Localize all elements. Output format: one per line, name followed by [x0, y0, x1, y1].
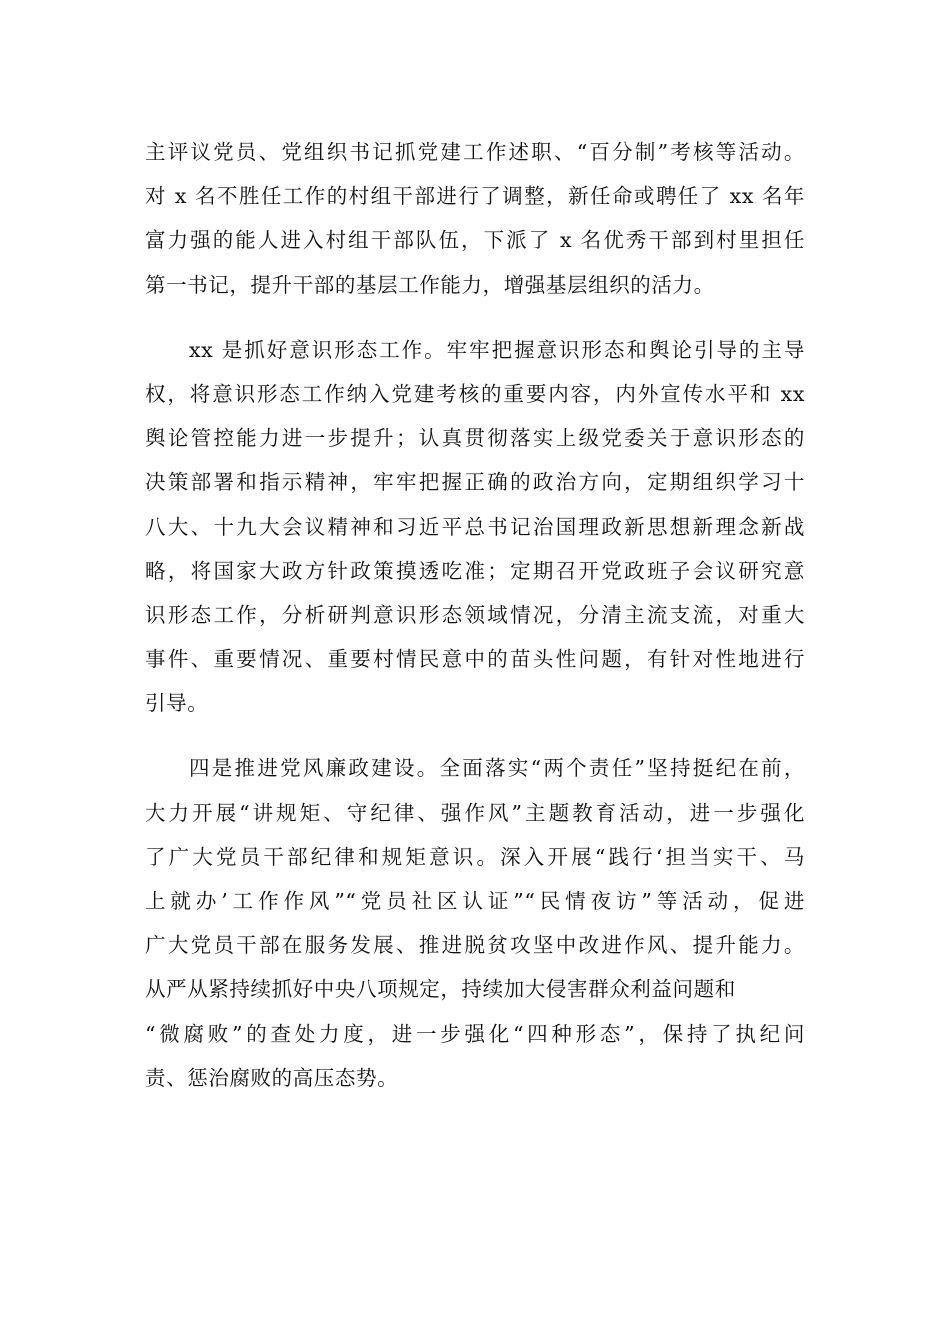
text-line: 责、惩治腐败的高压态势。 — [145, 1065, 399, 1090]
text-line: 第一书记，提升干部的基层工作能力，增强基层组织的活力。 — [145, 272, 715, 297]
text-line: “微腐败”的查处力度，进一步强化“四种形态”，保持了执纪问 — [145, 1021, 805, 1046]
text-line: 权，将意识形态工作纳入党建考核的重要内容，内外宣传水平和 xx — [145, 381, 805, 406]
text-line: 了广大党员干部纪律和规矩意识。深入开展“践行‘担当实干、马 — [145, 844, 805, 869]
text-line: 从严从紧持续抓好中央八项规定，持续加大侵害群众利益问题和 — [145, 977, 736, 1002]
text-line: 决策部署和指示精神，牢牢把握正确的政治方向，定期组织学习十 — [145, 470, 805, 495]
text-line: 事件、重要情况、重要村情民意中的苗头性问题，有针对性地进行 — [145, 647, 805, 672]
text-line: 舆论管控能力进一步提升；认真贯彻落实上级党委关于意识形态的 — [145, 426, 805, 451]
text-line: 对 x 名不胜任工作的村组干部进行了调整，新任命或聘任了 xx 名年 — [145, 184, 805, 209]
text-line: xx 是抓好意识形态工作。牢牢把握意识形态和舆论引导的主导 — [189, 337, 805, 362]
text-line: 略，将国家大政方针政策摸透吃准；定期召开党政班子会议研究意 — [145, 558, 805, 583]
paragraph-clean-governance — [145, 746, 805, 1100]
body-text — [145, 130, 805, 1121]
text-line: 主评议党员、党组织书记抓党建工作述职、“百分制”考核等活动。 — [145, 140, 805, 164]
text-line: 大力开展“讲规矩、守纪律、强作风”主题教育活动，进一步强化 — [145, 800, 805, 825]
text-line: 富力强的能人进入村组干部队伍，下派了 x 名优秀干部到村里担任 — [145, 228, 805, 253]
text-line: 四是推进党风廉政建设。全面落实“两个责任”坚持挺纪在前， — [189, 756, 805, 781]
paragraph-village-cadres — [145, 130, 805, 307]
text-line: 八大、十九大会议精神和习近平总书记治国理政新思想新理念新战 — [145, 514, 805, 539]
text-line: 广大党员干部在服务发展、推进脱贫攻坚中改进作风、提升能力。 — [145, 933, 805, 958]
text-line: 识形态工作，分析研判意识形态领域情况，分清主流支流，对重大 — [145, 602, 805, 627]
paragraph-ideology-work — [145, 328, 805, 726]
text-line: 上就办’工作作风”“党员社区认证”“民情夜访”等活动，促进 — [145, 889, 805, 913]
text-line: 引导。 — [145, 691, 209, 716]
